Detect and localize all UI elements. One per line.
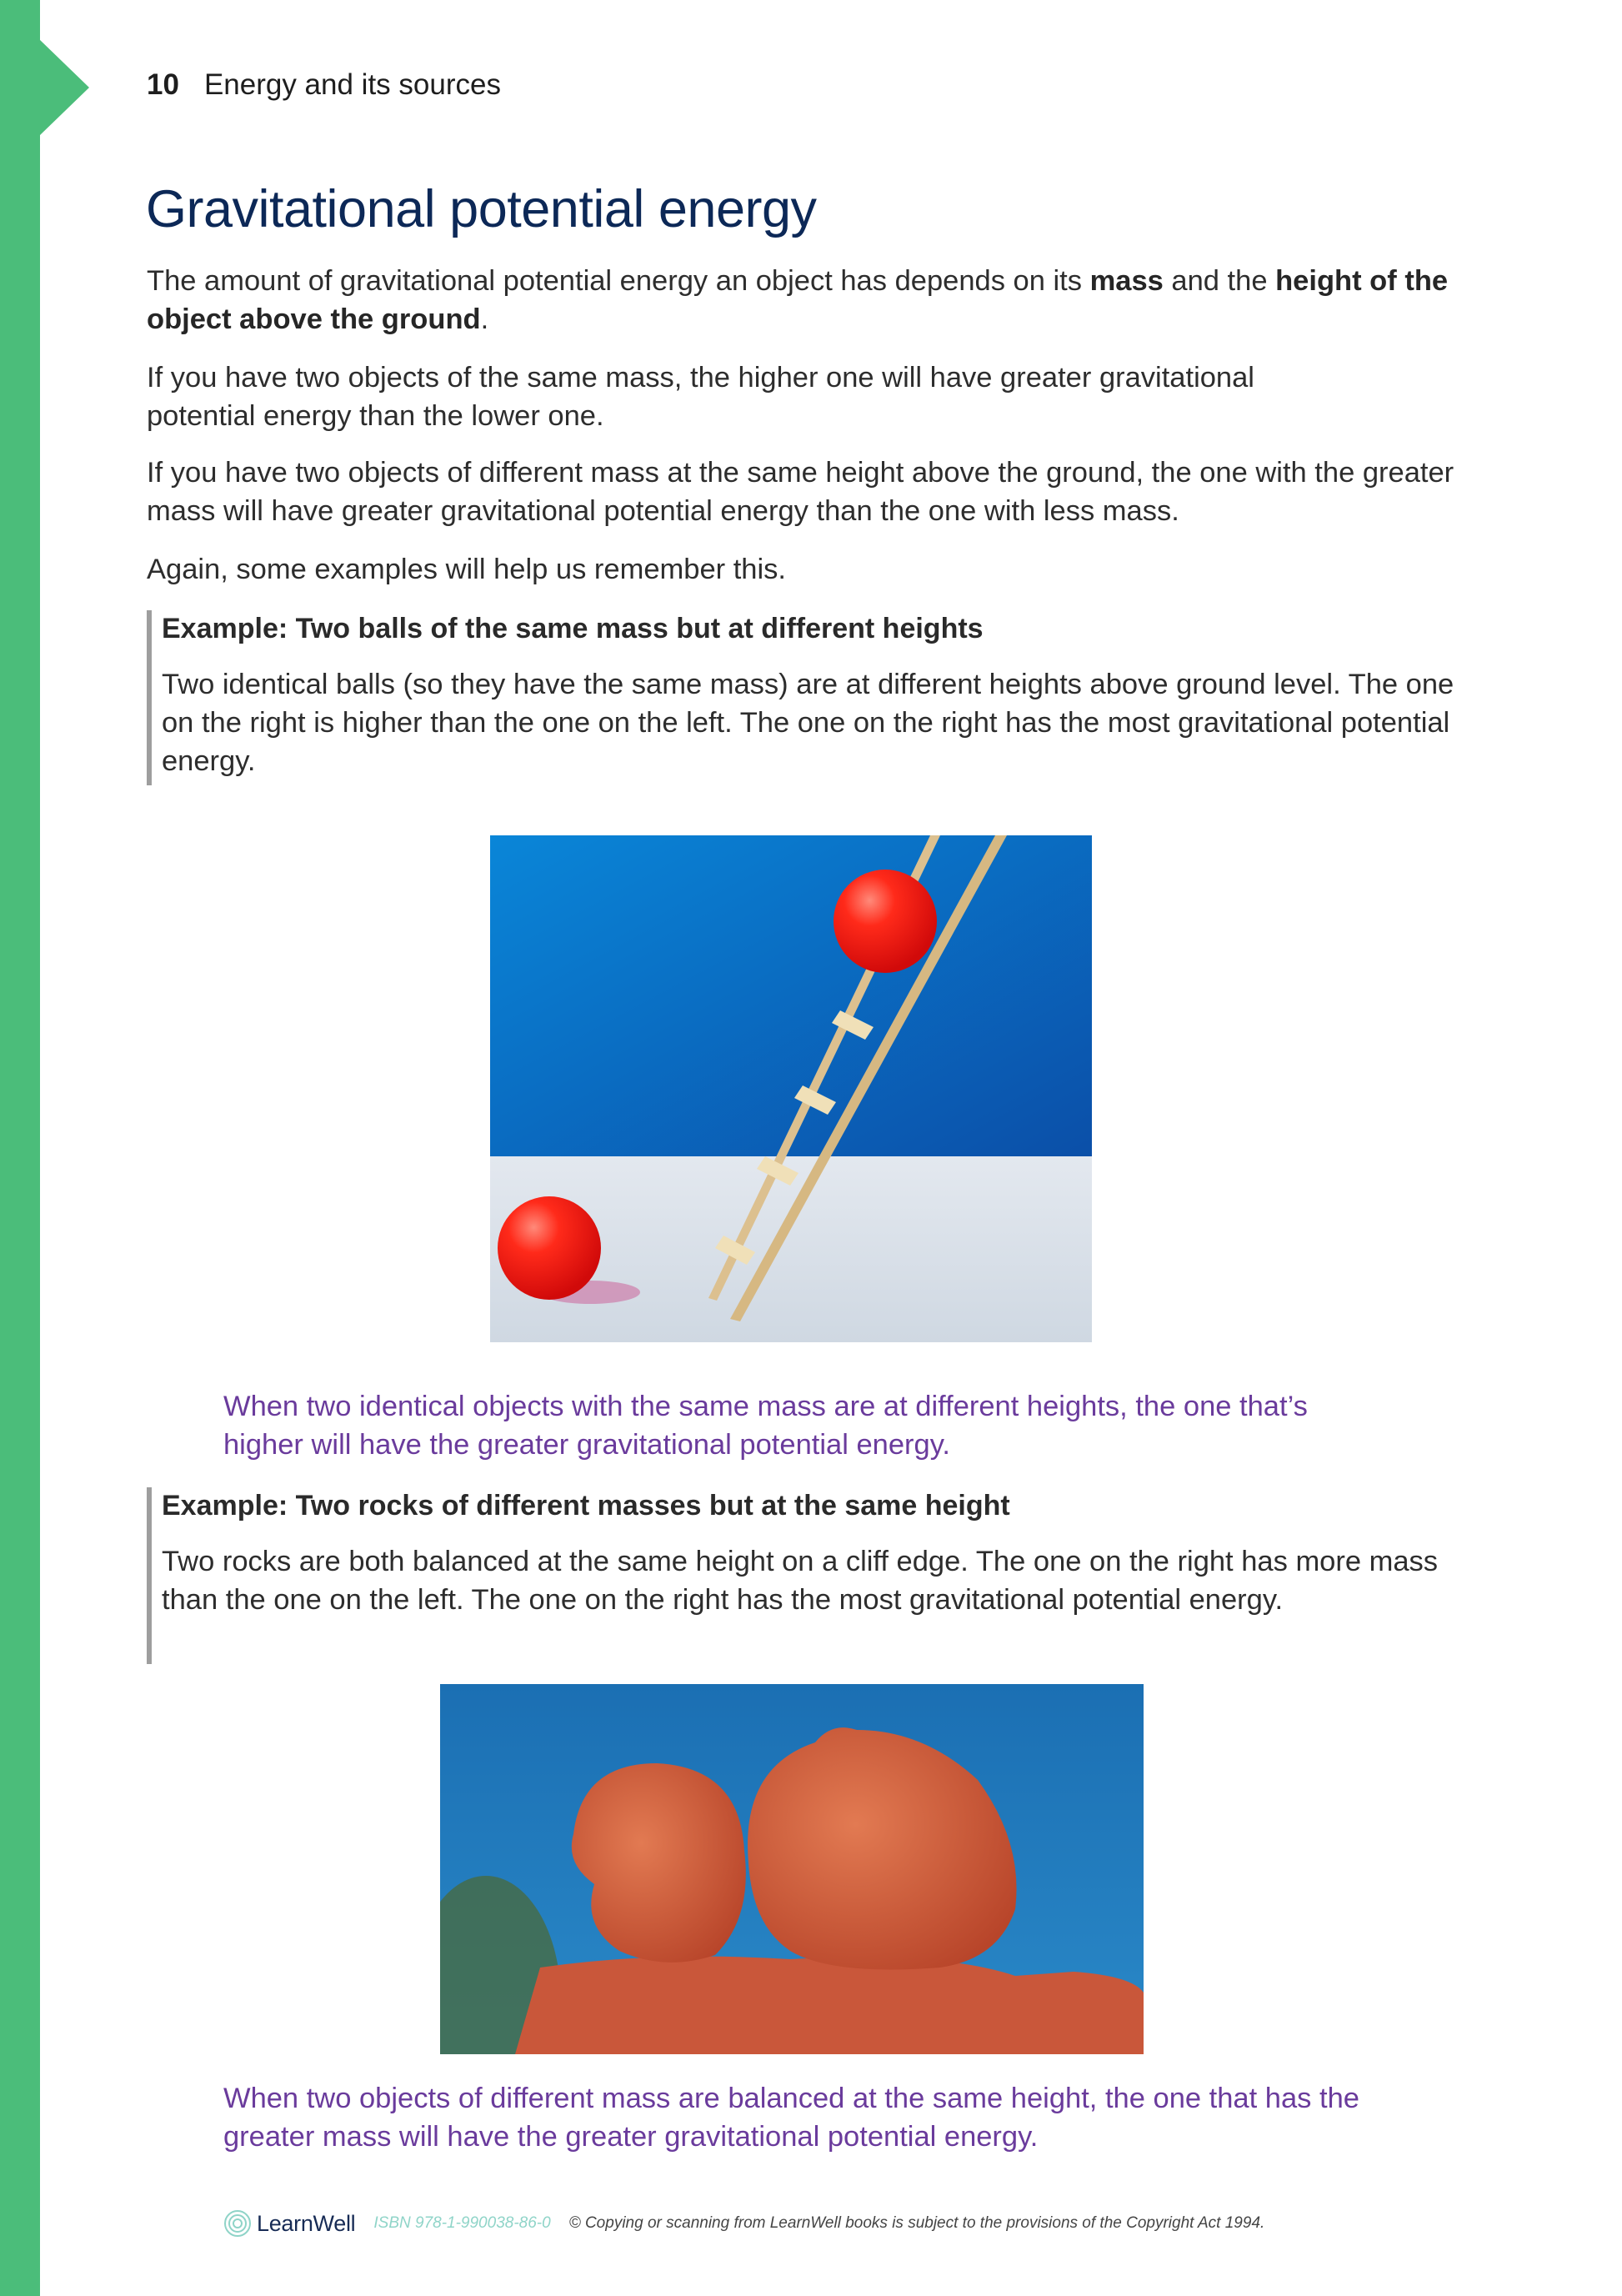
brand-name: LearnWell <box>257 2210 356 2236</box>
text-span: and the <box>1163 265 1276 297</box>
caption-balls: When two identical objects with the same mass are at different heights, the one that’s higher will have the greater gravitational potential energy. <box>223 1391 1308 1461</box>
balanced-rocks-illustration <box>440 1684 1144 2054</box>
caption-rocks: When two objects of different mass are balanced at the same height, the one that has the greater mass will have the greater gravitational potential energy. <box>223 2083 1359 2153</box>
intro-paragraph-4: Again, some examples will help us remember this. <box>147 554 786 585</box>
blue-wall <box>490 835 1092 1156</box>
chapter-title: Energy and its sources <box>203 68 501 101</box>
isbn: ISBN 978-1-990038-86-0 <box>373 2214 551 2232</box>
example-heading: Example: Two balls of the same mass but at different heights <box>162 613 984 644</box>
running-head <box>147 68 501 102</box>
page-edge-accent-bar <box>0 0 40 2296</box>
balanced-rocks-photo <box>440 1684 1144 2054</box>
example-box-rocks <box>147 1487 1462 1664</box>
learnwell-logo <box>223 2209 355 2238</box>
text-span: The amount of gravitational potential energy an object has depends on its <box>147 265 1090 297</box>
text-span: . <box>480 303 489 335</box>
lower-red-ball <box>498 1196 601 1300</box>
section-title: Gravitational potential energy <box>146 180 817 238</box>
balls-ladder-photo <box>490 835 1092 1342</box>
example-body: Two identical balls (so they have the same mass) are at different heights above ground level. The one on the right is higher than the one on the left. The one on the right has the most gravitational potential energy. <box>162 669 1454 777</box>
intro-paragraph-1 <box>147 262 1455 338</box>
spiral-logo-icon <box>223 2209 252 2238</box>
copyright-notice: © Copying or scanning from LearnWell books is subject to the provisions of the Copyright Act 1994. <box>568 2214 1265 2232</box>
emphasis-mass: mass <box>1089 265 1164 297</box>
page-tab-arrow <box>39 39 89 136</box>
page-footer <box>223 2209 1264 2238</box>
example-box-balls <box>147 610 1462 785</box>
upper-red-ball <box>834 870 937 973</box>
example-heading: Example: Two rocks of different masses but at the same height <box>162 1490 1010 1521</box>
intro-paragraph-3: If you have two objects of different mass at the same height above the ground, the one with the greater mass will have greater gravitational potential energy than the one with less mass. <box>147 457 1454 527</box>
example-body: Two rocks are both balanced at the same height on a cliff edge. The one on the right has more mass than the one on the left. The one on the right has the most gravitational potential energy. <box>162 1546 1439 1616</box>
intro-paragraph-2: If you have two objects of the same mass, the higher one will have greater gravitational potential energy than the lower one. <box>147 362 1254 432</box>
balls-ladder-illustration <box>490 835 1092 1342</box>
page-number: 10 <box>147 68 179 101</box>
emphasis-height: height of the object above the ground <box>147 265 1449 335</box>
